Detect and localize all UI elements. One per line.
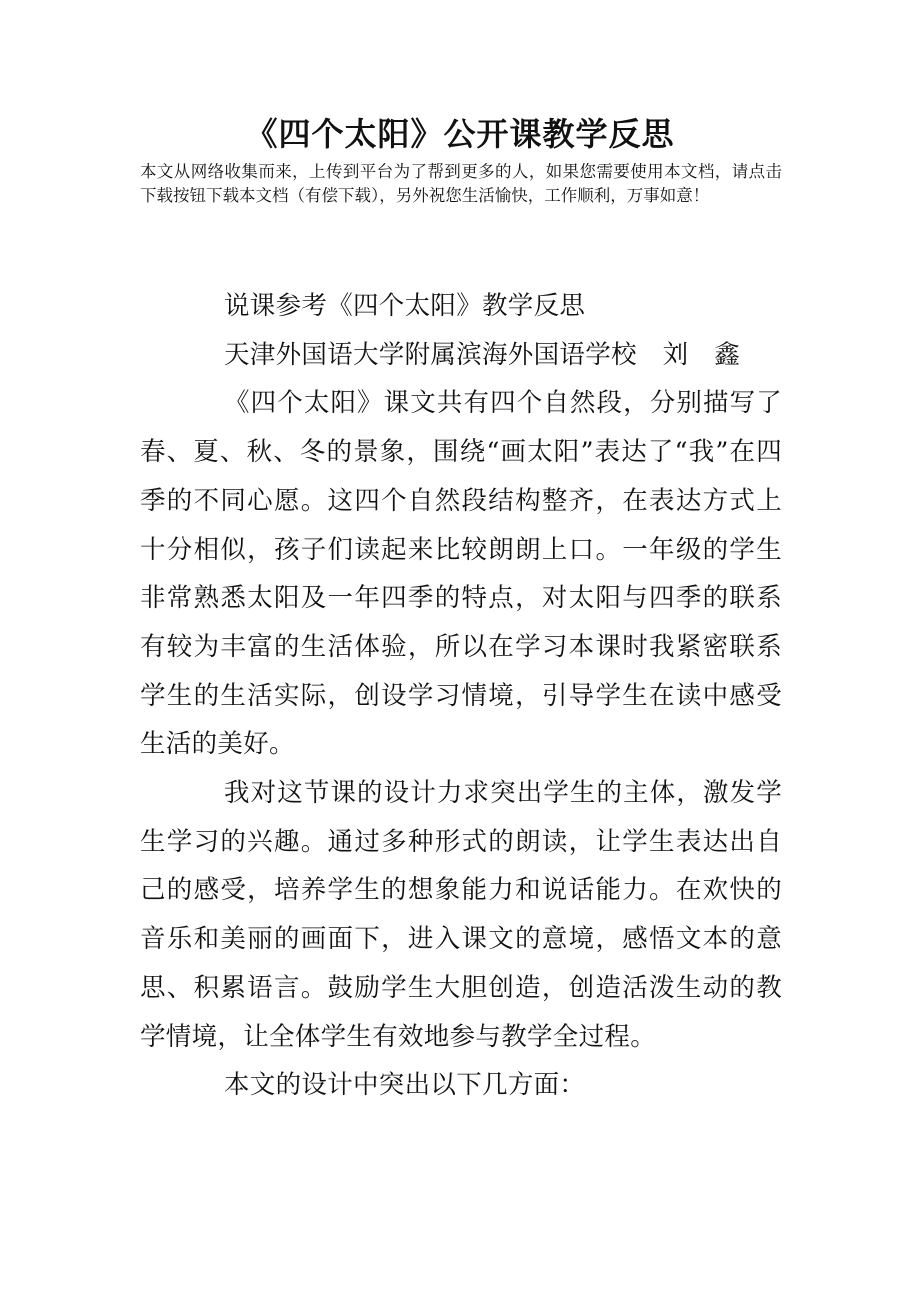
paragraph-heading: 说课参考《四个太阳》教学反思 <box>224 291 586 321</box>
document-body <box>140 282 782 1110</box>
paragraph-author: 天津外国语大学附属滨海外国语学校 刘 鑫 <box>224 339 741 370</box>
paragraph-text: 本文的设计中突出以下几方面： <box>224 1070 586 1101</box>
paragraph-text: 《四个太阳》课文共有四个自然段，分别描写了春、夏、秋、冬的景象，围绕“画太阳”表达了“我”在四季的不同心愿。这四个自然段结构整齐，在表达方式上十分相似，孩子们读起来比较朗朗上口。一年级的学生非常熟悉太阳及一年四季的特点，对太阳与四季的联系有较为丰富的生活体验，所以在学习本课时我紧密联系学生的生活实际，创设学习情境，引导学生在读中感受生活的美好。 <box>140 388 782 760</box>
paragraph-text: 我对这节课的设计力求突出学生的主体，激发学生学习的兴趣。通过多种形式的朗读，让学生表达出自己的感受，培养学生的想象能力和说话能力。在欢快的音乐和美丽的画面下，进入课文的意境，感悟文本的意思、积累语言。鼓励学生大胆创造，创造活泼生动的教学情境，让全体学生有效地参与教学全过程。 <box>140 778 782 1052</box>
download-notice: 本文从网络收集而来，上传到平台为了帮到更多的人，如果您需要使用本文档，请点击下载按钮下载本文档（有偿下载），另外祝您生活愉快，工作顺利，万事如意！ <box>140 162 782 205</box>
document-title: 《四个太阳》公开课教学反思 <box>245 115 675 153</box>
